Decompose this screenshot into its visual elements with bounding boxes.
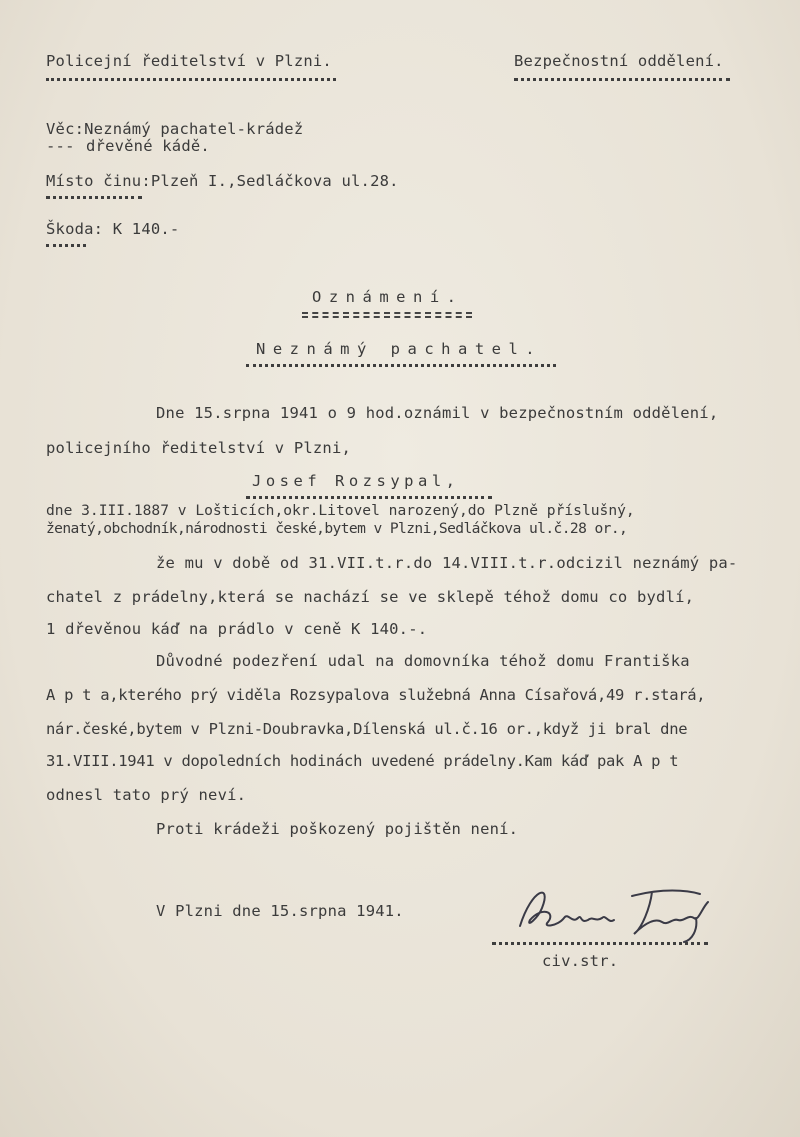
body-p1-line3: dne 3.III.1887 v Lošticích,okr.Litovel narozený,do Plzně příslušný, [46,502,635,519]
crime-location-underline [46,196,142,199]
body-p1-line5: že mu v době od 31.VII.t.r.do 14.VIII.t.r.odcizil neznámý pa- [156,554,738,572]
body-p1-line4: ženatý,obchodník,národnosti české,bytem v Plzni,Sedláčkova ul.č.28 or., [46,520,628,537]
body-p1-line2: policejního ředitelství v Plzni, [46,439,352,457]
reporter-name: Josef Rozsypal, [252,472,460,490]
body-p2-line4: 31.VIII.1941 v dopoledních hodinách uvedené prádelny.Kam káď pak A p t [46,752,679,770]
subject-line-1: Věc:Neznámý pachatel-krádež [46,120,304,138]
header-left-underline [46,78,336,81]
subject-dash: --- [46,137,75,155]
crime-location: Místo činu:Plzeň I.,Sedláčkova ul.28. [46,172,399,190]
damage-underline [46,244,86,247]
body-p1-line7: 1 dřevěnou káď na prádlo v ceně K 140.-. [46,620,428,638]
header-left: Policejní ředitelství v Plzni. [46,52,332,70]
body-p2-line1: Důvodné podezření udal na domovníka téhož domu Františka [156,652,690,670]
document-title-underline-2 [302,316,472,318]
document-title-underline [302,312,472,314]
damage: Škoda: K 140.- [46,220,180,238]
document-subtitle: Neznámý pachatel. [256,340,543,358]
body-p2-line2: A p t a,kterého prý viděla Rozsypalova služebná Anna Císařová,49 r.stará, [46,686,706,704]
body-p3: Proti krádeži poškozený pojištěn není. [156,820,519,838]
footer-date: V Plzni dne 15.srpna 1941. [156,902,404,920]
header-right: Bezpečnostní oddělení. [514,52,724,70]
body-p1-line1: Dne 15.srpna 1941 o 9 hod.oznámil v bezpečnostním oddělení, [156,404,719,422]
body-p2-line3: nár.české,bytem v Plzni-Doubravka,Dílenská ul.č.16 or.,když ji bral dne [46,720,688,738]
body-p1-line6: chatel z prádelny,která se nachází se ve sklepě téhož domu co bydlí, [46,588,695,606]
handwritten-signature [512,878,722,948]
header-right-underline [514,78,730,81]
body-p2-line5: odnesl tato prý neví. [46,786,247,804]
document-title: Oznámení. [312,288,464,306]
footer-rank: civ.str. [542,952,619,970]
document-subtitle-underline [246,364,556,367]
reporter-name-underline [246,496,492,499]
subject-line-2: dřevěné kádě. [86,137,210,155]
signature-underline [492,942,708,945]
